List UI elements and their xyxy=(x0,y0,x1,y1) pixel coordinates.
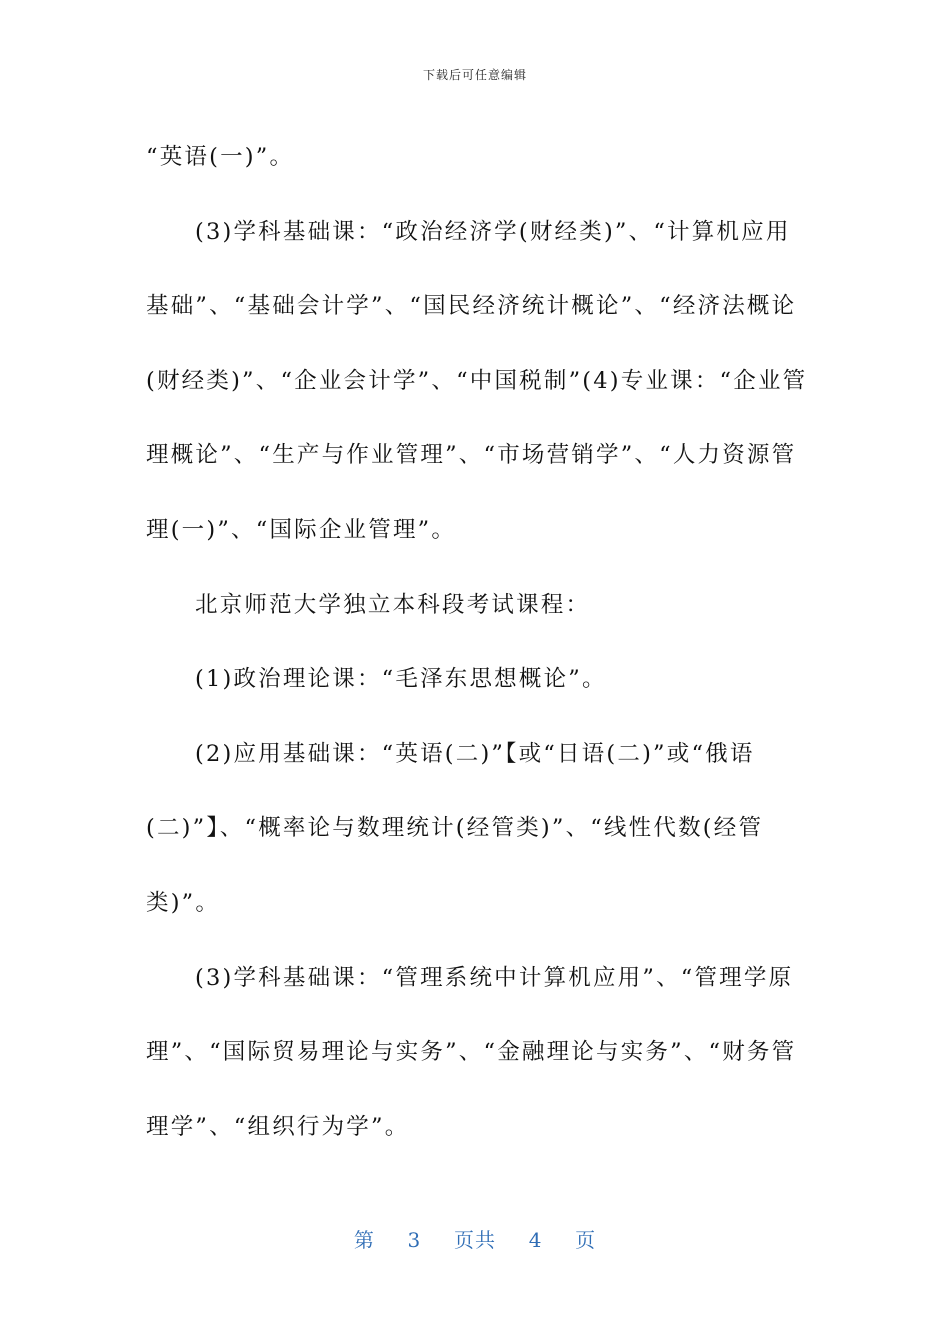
paragraph-subject-basics: (3)学科基础课：“管理系统中计算机应用”、“管理学原理”、“国际贸易理论与实务”、“金融理论与实务”、“财务管理学”、“组织行为学”。 xyxy=(146,964,797,1140)
paragraph-political-theory: (1)政治理论课：“毛泽东思想概论”。 xyxy=(195,666,607,693)
total-pages-number: 4 xyxy=(528,1228,543,1252)
page-label-mid: 页共 xyxy=(454,1228,496,1252)
paragraph-subject-basics-and-major: (3)学科基础课：“政治经济学(财经类)”、“计算机应用基础”、“基础会计学”、“国民经济统计概论”、“经济法概论(财经类)”、“企业会计学”、“中国税制”(4)专业课：“企业管理概论”、“生产与作业管理”、“市场营销学”、“人力资源管理(一)”、“国际企业管理”。 xyxy=(146,218,808,543)
paragraph-bnu-courses-heading: 北京师范大学独立本科段考试课程： xyxy=(195,591,591,618)
page-label-suffix: 页 xyxy=(575,1228,597,1252)
paragraph-applied-basics: (2)应用基础课：“英语(二)”【或“日语(二)”或“俄语(二)”】、“概率论与数理统计(经管类)”、“线性代数(经管类)”。 xyxy=(146,740,764,916)
page-label-prefix: 第 xyxy=(353,1228,375,1252)
document-body xyxy=(146,120,811,1164)
page-footer xyxy=(0,1224,950,1253)
current-page-number: 3 xyxy=(407,1228,422,1252)
paragraph-continuation: “英语(一)”。 xyxy=(146,144,295,170)
page-header: 下载后可任意编辑 xyxy=(422,68,527,82)
